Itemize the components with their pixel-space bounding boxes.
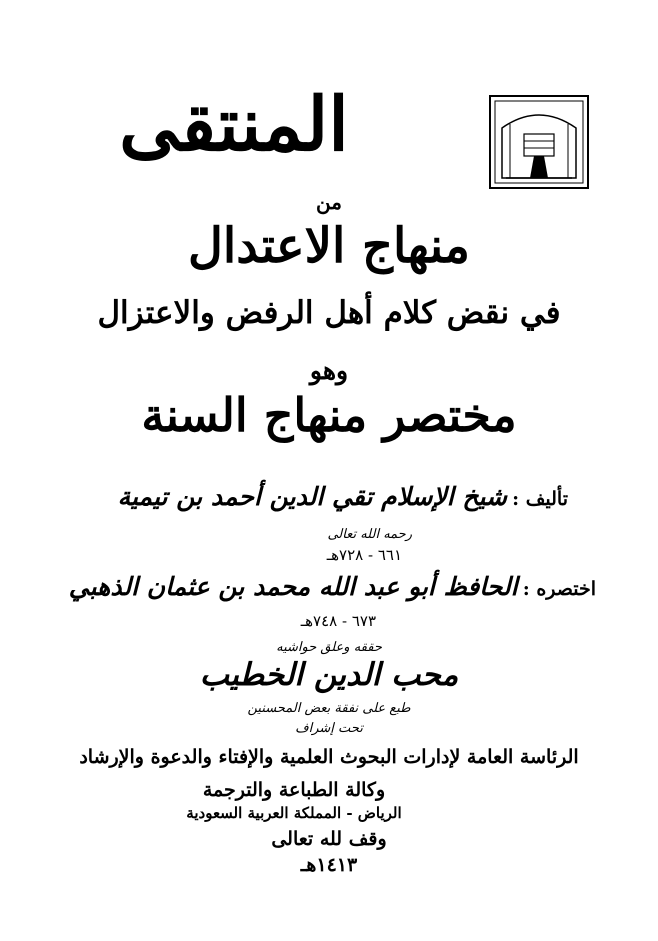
abridger-label: اختصره :: [522, 578, 596, 600]
title-connector: من: [316, 190, 342, 214]
book-subtitle-continued: في نقض كلام أهل الرفض والاعتزال: [97, 295, 561, 331]
editor-name: محب الدين الخطيب: [199, 657, 459, 693]
author-line: [118, 484, 568, 509]
publisher-location: الرياض - المملكة العربية السعودية: [186, 804, 402, 822]
author-blessing: رحمه الله تعالى: [327, 527, 412, 542]
supervision-label: تحت إشراف: [295, 721, 363, 736]
abridger-name: الحافظ أبو عبد الله محمد بن عثمان الذهبي: [68, 572, 518, 601]
abridgement-title: مختصر منهاج السنة: [141, 388, 517, 442]
editor-label: حققه وعلق حواشيه: [276, 640, 382, 655]
author-dates: ٦٦١ - ٧٢٨هـ: [326, 546, 402, 564]
abridger-line: [69, 574, 596, 599]
publication-year: ١٤١٣هـ: [300, 854, 358, 876]
presidency-seal-emblem-icon: [488, 94, 590, 190]
publisher-agency: وكالة الطباعة والترجمة: [202, 779, 386, 801]
funding-note: طبع على نفقة بعض المحسنين: [247, 701, 411, 716]
waqf-note: وقف لله تعالى: [271, 828, 387, 850]
book-subtitle: منهاج الاعتدال: [188, 218, 470, 274]
book-title: المنتقى: [119, 82, 349, 168]
author-label: تأليف :: [512, 488, 568, 510]
and-it-is-label: وهو: [309, 356, 349, 385]
author-name: شيخ الإسلام تقي الدين أحمد بن تيمية: [117, 482, 507, 511]
abridger-dates: ٦٧٣ - ٧٤٨هـ: [300, 612, 376, 630]
publisher-presidency: الرئاسة العامة لإدارات البحوث العلمية والإفتاء والدعوة والإرشاد: [79, 746, 579, 768]
